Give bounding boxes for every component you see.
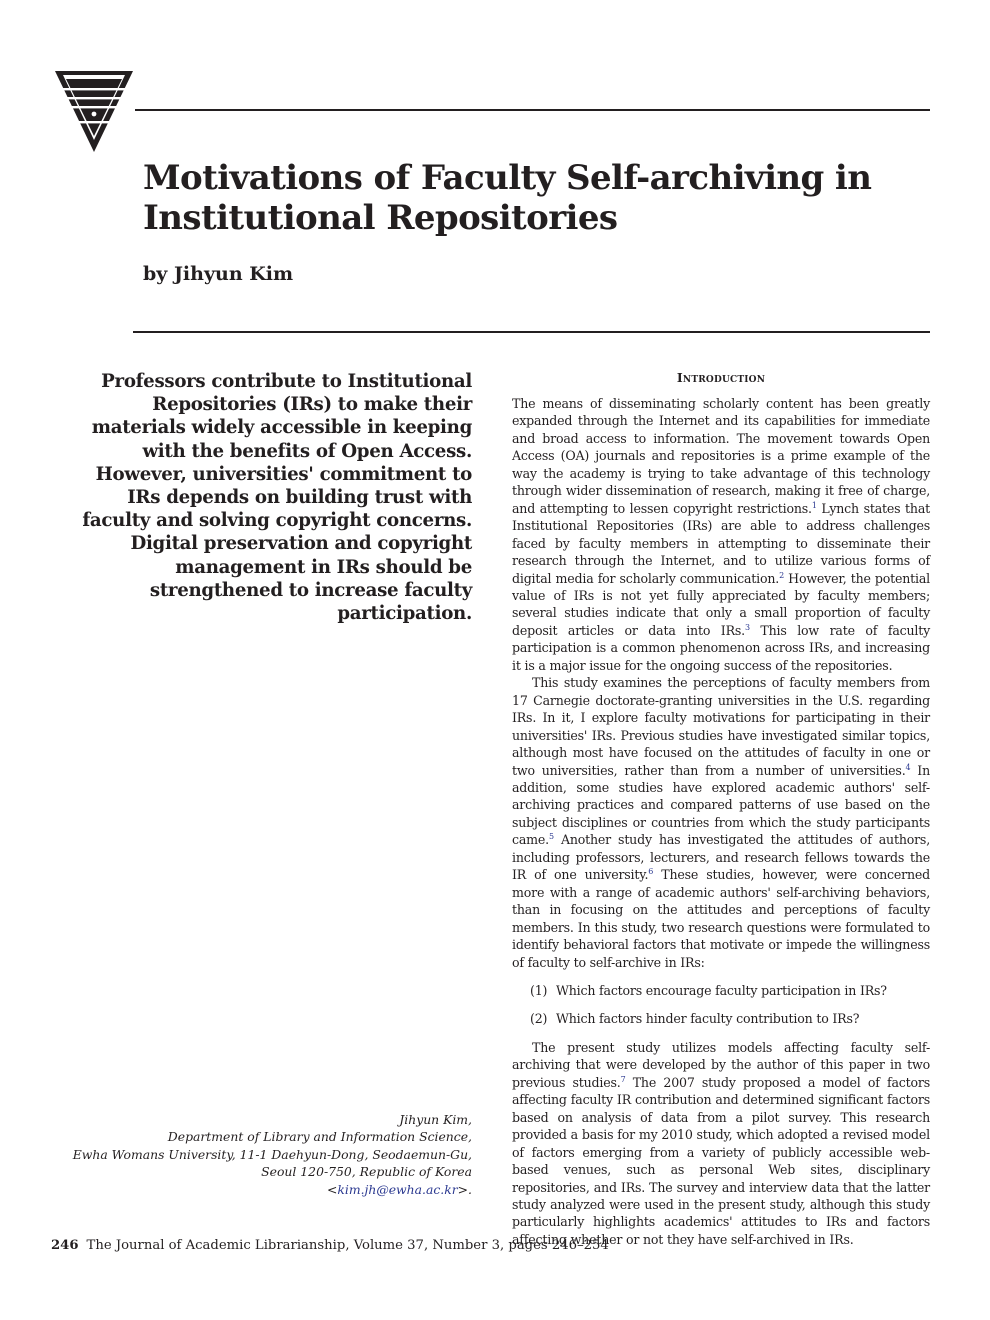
introduction-body [512,395,930,1248]
footnote-ref-link[interactable]: 2 [779,570,784,580]
page-number: 246 [51,1238,79,1253]
footnote-ref-link[interactable]: 3 [744,622,750,632]
footnote-ref-link[interactable]: 5 [548,832,554,842]
journal-logo-icon [53,70,135,154]
title-rule [133,331,930,333]
section-heading-introduction: Introduction [676,370,766,385]
affiliation-line: Seoul 120-750, Republic of Korea [261,1164,472,1180]
affiliation-line: Jihyun Kim, [399,1112,472,1127]
footnote-ref-link[interactable]: 7 [620,1074,626,1084]
footnote-ref-link[interactable]: 6 [648,867,654,877]
body-paragraph: The present study utilizes models affecting faculty self-archiving that were developed by the author of this paper in two previous studies.$^7$ The 2007 study proposed a model of factors affecting faculty IR contribution and determined significant factors based on analysis of data from a pilot survey. This research provided a basis for my 2010 study, which adopted a revised model of factors emerging from a variety of publicly accessible web-based venues, such as personal Web sites, disciplinary repositories, and IRs. The survey and interview data that the latter study analyzed were used in the present study, although this study particularly highlights academics' attitudes to IRs and factors affecting whether or not they have self-archived in IRs. [512,1039,930,1247]
research-question: (2) Which factors hinder faculty contribution to IRs? [530,1010,860,1026]
article-byline: by Jihyun Kim [143,263,294,285]
author-email-link[interactable]: kim.jh@ewha.ac.kr [337,1181,458,1197]
article-title: Motivations of Faculty Self-archiving in Institutional Repositories [143,158,872,238]
affiliation-email-line: <kim.jh@ewha.ac.kr>. [326,1181,472,1197]
article-abstract: Professors contribute to Institutional Repositories (IRs) to make their materials widely accessible in keeping with the benefits of Open Access. However, universities' commitment to IRs depends on building trust with faculty and solving copyright concerns. Digital preservation and copyright management in IRs should be strengthened to increase faculty participation. [82,371,472,625]
affiliation-line: Department of Library and Information Science, [167,1129,472,1145]
author-affiliation [40,1111,472,1198]
body-paragraph: The means of disseminating scholarly content has been greatly expanded through the Internet and its capabilities for immediate and broad access to information. The movement towards Open Access (OA) journals and repositories is a prime example of the way the academy is trying to take advantage of this technology through wider dissemination of research, making it free of charge, and attempting to lessen copyright restrictions.$^1$ Lynch states that Institutional Repositories (IRs) are able to address challenges faced by faculty members in attempting to disseminate their research through the Internet, and to utilize various forms of digital media for scholarly communication.$^2$ However, the potential value of IRs is not yet fully appreciated by faculty members; several studies indicate that only a small proportion of faculty deposit articles or data into IRs.$^3$ This low rate of faculty participation is a common phenomenon across IRs, and increasing it is a major issue for the ongoing success of the repositories. [512,396,931,673]
footnote-ref-link[interactable]: 4 [905,762,911,772]
research-question: (1) Which factors encourage faculty participation in IRs? [530,982,887,998]
page-footer [51,1237,609,1255]
journal-citation: The Journal of Academic Librarianship, Volume 37, Number 3, pages 246–254 [86,1238,609,1253]
affiliation-line: Ewha Womans University, 11-1 Daehyun-Dong, Seodaemun-Gu, [72,1146,472,1162]
footnote-ref-link[interactable]: 1 [811,500,817,510]
header-rule [135,109,930,111]
body-paragraph: This study examines the perceptions of faculty members from 17 Carnegie doctorate-granting universities in the U.S. regarding IRs. In it, I explore faculty motivations for participating in their universities' IRs. Previous studies have investigated similar topics, although most have focused on the attitudes of faculty in one or two universities, rather than from a number of universities.$^4$ In addition, some studies have explored academic authors' self-archiving practices and compared patterns of use based on the subject disciplines or countries from which the study participants came.$^5$ Another study has investigated the attitudes of authors, including professors, lecturers, and research fellows towards the IR of one university.$^6$ These studies, however, were concerned more with a range of academic authors' self-archiving behaviors, than in focusing on the attitudes and perceptions of faculty members. In this study, two research questions were formulated to identify behavioral factors that motivate or impede the willingness of faculty to self-archive in IRs: [512,675,930,970]
